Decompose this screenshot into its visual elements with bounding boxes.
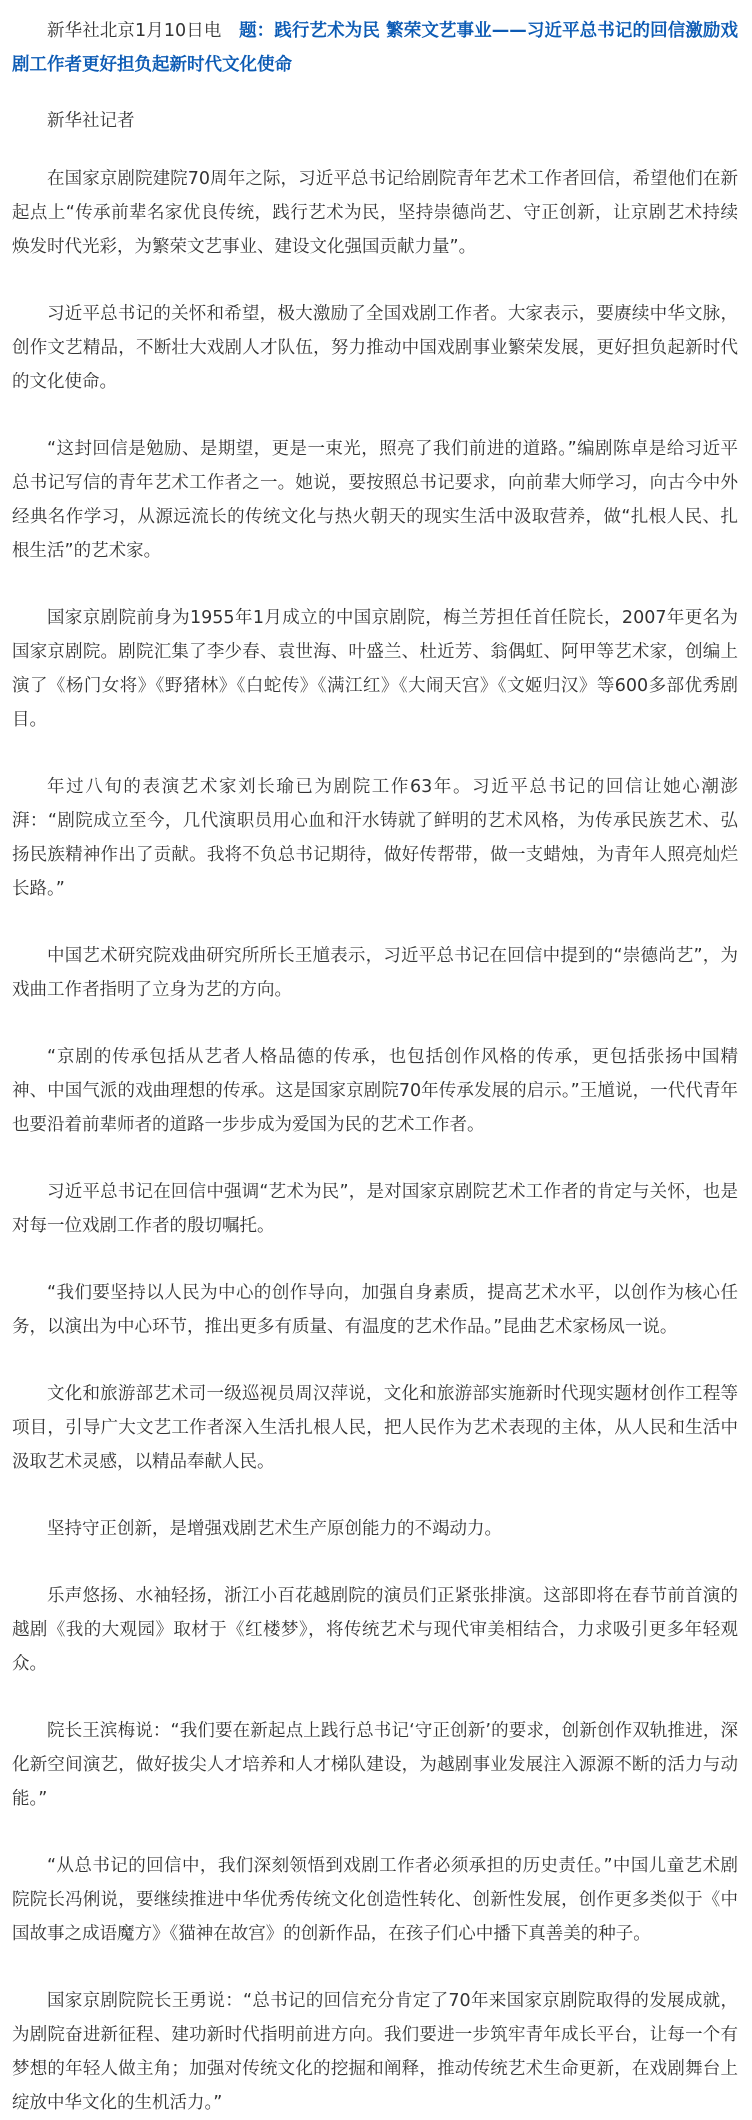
paragraph-10: 文化和旅游部艺术司一级巡视员周汉萍说，文化和旅游部实施新时代现实题材创作工程等项目，引导广大文艺工作者深入生活扎根人民，把人民作为艺术表现的主体，从人民和生活中汲取艺术灵感，以精品奉献人民。 [12, 1384, 738, 1472]
paragraph-13: 院长王滨梅说：“我们要在新起点上践行总书记‘守正创新’的要求，创新创作双轨推进，深化新空间演艺，做好拔尖人才培养和人才梯队建设，为越剧事业发展注入源源不断的活力与动能。” [12, 1721, 738, 1809]
paragraph-1: 在国家京剧院建院70周年之际，习近平总书记给剧院青年艺术工作者回信，希望他们在新起点上“传承前辈名家优良传统，践行艺术为民，坚持崇德尚艺、守正创新，让京剧艺术持续焕发时代光彩，为繁荣文艺事业、建设文化强国贡献力量”。 [12, 169, 738, 257]
paragraph-8: 习近平总书记在回信中强调“艺术为民”，是对国家京剧院艺术工作者的肯定与关怀，也是对每一位戏剧工作者的殷切嘱托。 [12, 1182, 738, 1236]
paragraph-12: 乐声悠扬、水袖轻扬，浙江小百花越剧院的演员们正紧张排演。这部即将在春节前首演的越剧《我的大观园》取材于《红楼梦》，将传统艺术与现代审美相结合，力求吸引更多年轻观众。 [12, 1586, 738, 1674]
byline: 新华社记者 [47, 111, 135, 131]
dateline: 新华社北京1月10日电 [47, 21, 222, 41]
article-lead [12, 14, 738, 82]
paragraph-11: 坚持守正创新，是增强戏剧艺术生产原创能力的不竭动力。 [47, 1519, 502, 1539]
headline: 题：践行艺术为民 繁荣文艺事业——习近平总书记的回信激励戏剧工作者更好担负起新时代文化使命 [12, 21, 739, 75]
paragraph-6: 中国艺术研究院戏曲研究所所长王馗表示，习近平总书记在回信中提到的“崇德尚艺”，为戏曲工作者指明了立身为艺的方向。 [12, 946, 738, 1000]
paragraph-14: “从总书记的回信中，我们深刻领悟到戏剧工作者必须承担的历史责任。”中国儿童艺术剧院院长冯俐说，要继续推进中华优秀传统文化创造性转化、创新性发展，创作更多类似于《中国故事之成语魔方》《猫神在故宫》的创新作品，在孩子们心中播下真善美的种子。 [12, 1856, 738, 1944]
paragraph-3: “这封回信是勉励、是期望，更是一束光，照亮了我们前进的道路。”编剧陈卓是给习近平总书记写信的青年艺术工作者之一。她说，要按照总书记要求，向前辈大师学习，向古今中外经典名作学习，从源远流长的传统文化与热火朝天的现实生活中汲取营养，做“扎根人民、扎根生活”的艺术家。 [12, 439, 738, 561]
paragraph-4: 国家京剧院前身为1955年1月成立的中国京剧院，梅兰芳担任首任院长，2007年更名为国家京剧院。剧院汇集了李少春、袁世海、叶盛兰、杜近芳、翁偶虹、阿甲等艺术家，创编上演了《杨门女将》《野猪林》《白蛇传》《满江红》《大闹天宫》《文姬归汉》等600多部优秀剧目。 [12, 608, 738, 730]
paragraph-15: 国家京剧院院长王勇说：“总书记的回信充分肯定了70年来国家京剧院取得的发展成就，为剧院奋进新征程、建功新时代指明前进方向。我们要进一步筑牢青年成长平台，让每一个有梦想的年轻人做主角；加强对传统文化的挖掘和阐释，推动传统艺术生命更新，在戏剧舞台上绽放中华文化的生机活力。” [12, 1991, 738, 2113]
paragraph-5: 年过八旬的表演艺术家刘长瑜已为剧院工作63年。习近平总书记的回信让她心潮澎湃：“剧院成立至今，几代演职员用心血和汗水铸就了鲜明的艺术风格，为传承民族艺术、弘扬民族精神作出了贡献。我将不负总书记期待，做好传帮带，做一支蜡烛，为青年人照亮灿烂长路。” [12, 777, 738, 899]
paragraph-9: “我们要坚持以人民为中心的创作导向，加强自身素质，提高艺术水平，以创作为核心任务，以演出为中心环节，推出更多有质量、有温度的艺术作品。”昆曲艺术家杨凤一说。 [12, 1283, 738, 1337]
paragraph-2: 习近平总书记的关怀和希望，极大激励了全国戏剧工作者。大家表示，要赓续中华文脉，创作文艺精品，不断壮大戏剧人才队伍，努力推动中国戏剧事业繁荣发展，更好担负起新时代的文化使命。 [12, 304, 738, 392]
paragraph-7: “京剧的传承包括从艺者人格品德的传承，也包括创作风格的传承，更包括张扬中国精神、中国气派的戏曲理想的传承。这是国家京剧院70年传承发展的启示。”王馗说，一代代青年也要沿着前辈师者的道路一步步成为爱国为民的艺术工作者。 [12, 1047, 738, 1135]
